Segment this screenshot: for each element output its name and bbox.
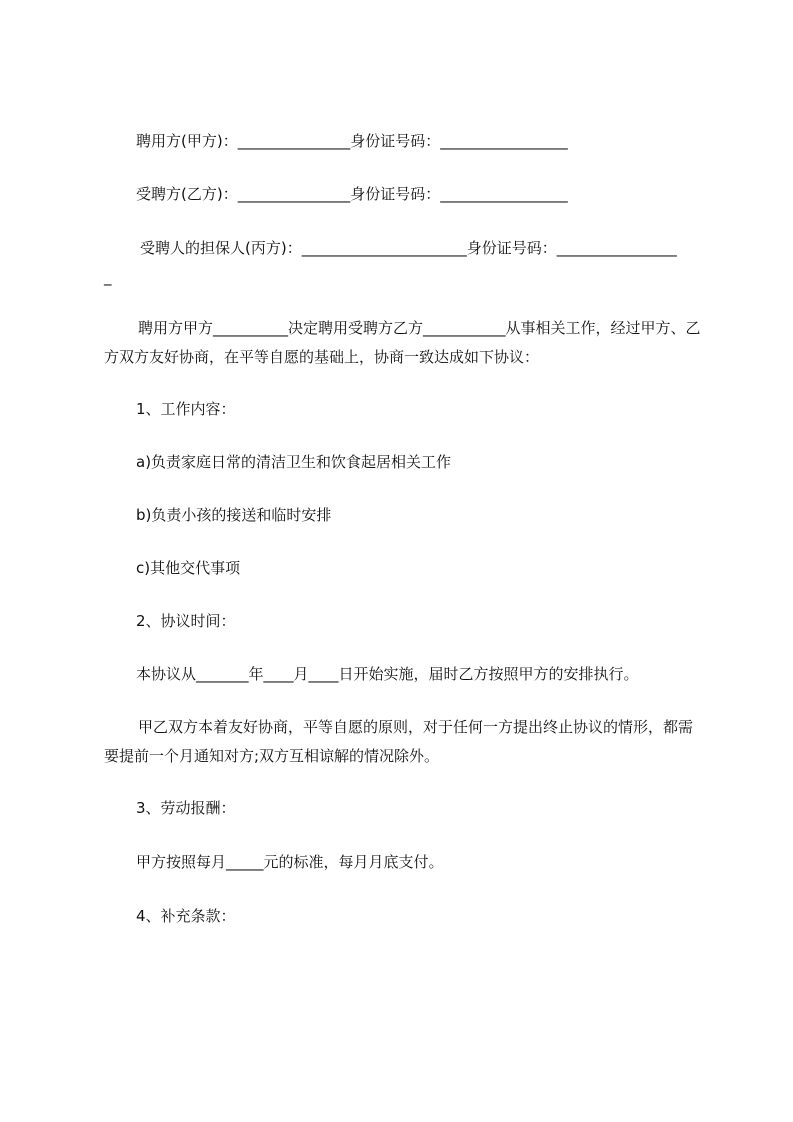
agreement-intro-paragraph: 聘用方甲方__________决定聘用受聘方乙方___________从事相关工作，经过甲方、乙方双方友好协商，在平等自愿的基础上，协商一致达成如下协议： xyxy=(104,319,701,366)
work-item-a: a)负责家庭日常的清洁卫生和饮食起居相关工作 xyxy=(136,453,452,471)
termination-notice-paragraph: 甲乙双方本着友好协商，平等自愿的原则，对于任何一方提出终止协议的情形，都需要提前一个月通知对方;双方互相谅解的情况除外。 xyxy=(104,718,694,765)
employer-line: 聘用方(甲方)：_______________身份证号码：_________________ xyxy=(136,132,568,150)
work-item-b: b)负责小孩的接送和临时安排 xyxy=(136,506,332,524)
remuneration-line: 甲方按照每月_____元的标准，每月月底支付。 xyxy=(136,853,444,871)
employee-line: 受聘方(乙方)：_______________身份证号码：_________________ xyxy=(136,185,568,203)
work-item-c: c)其他交代事项 xyxy=(136,559,241,577)
section-agreement-time-heading: 2、协议时间： xyxy=(136,612,236,630)
section-supplementary-heading: 4、补充条款： xyxy=(136,907,236,925)
section-remuneration-heading: 3、劳动报酬： xyxy=(136,799,236,817)
section-work-content-heading: 1、工作内容： xyxy=(136,400,236,418)
guarantor-continuation: _ xyxy=(104,268,112,286)
agreement-start-date-line: 本协议从_______年____月____日开始实施，届时乙方按照甲方的安排执行。 xyxy=(136,665,639,683)
guarantor-line: 受聘人的担保人(丙方)：______________________身份证号码：________________ xyxy=(140,239,677,257)
